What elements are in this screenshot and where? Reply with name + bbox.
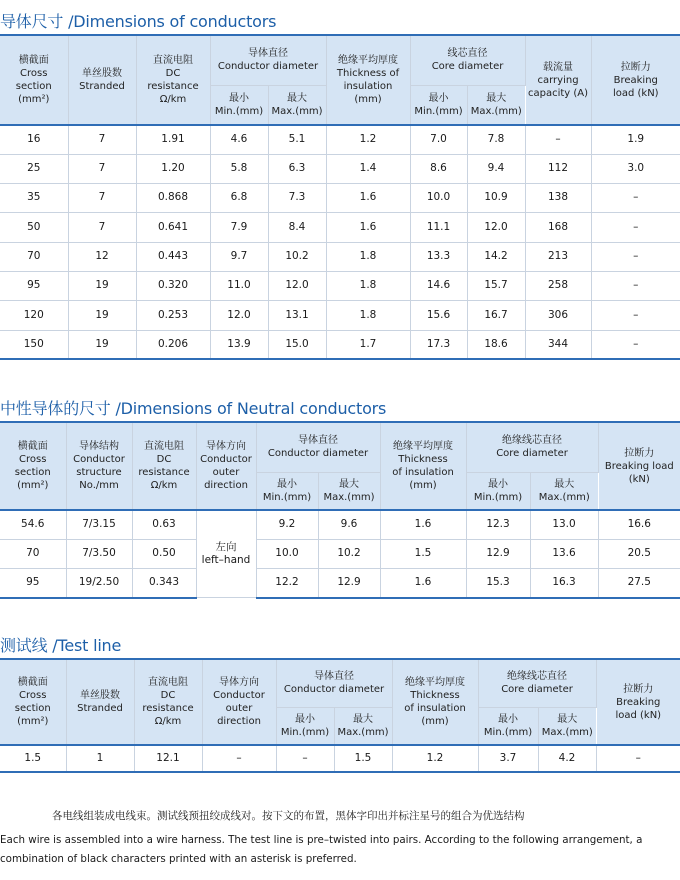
table-cell: 10.2 (268, 242, 326, 271)
table-cell: 12.9 (466, 539, 530, 568)
test-header-core-min: 最小 Min.(mm) (478, 707, 538, 745)
table-cell: 1.6 (326, 184, 410, 213)
table-cell: 15.0 (268, 330, 326, 359)
table-cell: 12 (68, 242, 136, 271)
test-header-core-max: 最大 Max.(mm) (538, 707, 596, 745)
table-cell: 12.9 (318, 569, 380, 598)
table-cell: 0.443 (136, 242, 210, 271)
table-row (0, 213, 680, 242)
table-cell: 9.4 (467, 154, 525, 183)
table-cell: 0.343 (132, 569, 196, 598)
table-cell: 1.8 (326, 271, 410, 300)
test-header-dc-resistance: 直流电阻 DC resistance Ω/km (134, 659, 202, 745)
neutral-table-body (0, 510, 680, 598)
table-cell: 0.320 (136, 271, 210, 300)
table-cell: 15.7 (467, 271, 525, 300)
table-cell: 0.63 (132, 510, 196, 539)
table-cell: 1.7 (326, 330, 410, 359)
table-cell: 1.5 (0, 745, 66, 772)
table-row (0, 539, 680, 568)
table-cell: 13.3 (410, 242, 467, 271)
header-dc-resistance: 直流电阻 DC resistance Ω/km (136, 35, 210, 125)
table-cell: 11.1 (410, 213, 467, 242)
section-title-neutral: 中性导体的尺寸 /Dimensions of Neutral conductors (0, 399, 387, 418)
table-cell: 12.0 (210, 301, 268, 330)
table-cell: 13.1 (268, 301, 326, 330)
table-cell: 7.0 (410, 125, 467, 154)
table-cell: 213 (525, 242, 591, 271)
table-cell: 50 (0, 213, 68, 242)
neutral-header-breaking-load: 拉断力 Breaking load (kN) (598, 422, 680, 510)
table-cell: 5.8 (210, 154, 268, 183)
conductors-table (0, 34, 680, 360)
table-cell: 1.8 (326, 242, 410, 271)
neutral-header-insulation-thickness: 绝缘平均厚度 Thickness of insulation (mm) (380, 422, 466, 510)
table-cell: 7/3.15 (66, 510, 132, 539)
table-cell: 14.2 (467, 242, 525, 271)
neutral-header-core-max: 最大 Max.(mm) (530, 472, 598, 510)
table-cell: 7.8 (467, 125, 525, 154)
table-cell: 1.4 (326, 154, 410, 183)
test-header-direction: 导体方向 Conductor outer direction (202, 659, 276, 745)
table-cell: – (202, 745, 276, 772)
test-header-cd-max: 最大 Max.(mm) (334, 707, 392, 745)
table-cell: 7/3.50 (66, 539, 132, 568)
table-cell: – (591, 301, 680, 330)
table-cell: 25 (0, 154, 68, 183)
table-cell: 306 (525, 301, 591, 330)
test-line-table (0, 658, 680, 773)
table-cell: 19/2.50 (66, 569, 132, 598)
table-cell: 10.2 (318, 539, 380, 568)
neutral-header-dc-resistance: 直流电阻 DC resistance Ω/km (132, 422, 196, 510)
table-cell: 1.20 (136, 154, 210, 183)
table-cell: – (591, 330, 680, 359)
table-cell: 1.2 (326, 125, 410, 154)
test-line-table-body (0, 745, 680, 772)
note-chinese: 各电线组装成电线束。测试线预扭绞成线对。按下文的布置，黑体字印出并标注星号的组合为优选结构 (52, 810, 525, 822)
section-title-test-line: 测试线 /Test line (0, 636, 122, 655)
table-cell: 13.6 (530, 539, 598, 568)
table-cell: 19 (68, 301, 136, 330)
table-cell: 7 (68, 213, 136, 242)
table-cell: 0.868 (136, 184, 210, 213)
table-cell: 120 (0, 301, 68, 330)
table-row (0, 271, 680, 300)
table-cell: 12.1 (134, 745, 202, 772)
table-cell: 1.5 (334, 745, 392, 772)
table-cell: 95 (0, 271, 68, 300)
table-cell: 70 (0, 242, 68, 271)
table-cell: 19 (68, 330, 136, 359)
neutral-header-conductor-diameter: 导体直径 Conductor diameter (256, 422, 380, 472)
table-cell: 12.0 (467, 213, 525, 242)
table-cell: 12.2 (256, 569, 318, 598)
table-cell: 3.0 (591, 154, 680, 183)
table-cell: 0.253 (136, 301, 210, 330)
table-cell: 112 (525, 154, 591, 183)
direction-en: left–hand (201, 554, 251, 567)
table-cell: 70 (0, 539, 66, 568)
table-cell: 1.8 (326, 301, 410, 330)
table-cell: 0.641 (136, 213, 210, 242)
table-cell: 95 (0, 569, 66, 598)
table-cell: 10.0 (256, 539, 318, 568)
table-row (0, 569, 680, 598)
table-cell: 16 (0, 125, 68, 154)
table-row (0, 242, 680, 271)
table-cell: – (525, 125, 591, 154)
header-carrying-capacity: 载流量 carrying capacity (A) (525, 35, 591, 125)
table-cell: 7 (68, 125, 136, 154)
table-cell: 1 (66, 745, 134, 772)
direction-cell (196, 510, 256, 598)
table-row (0, 510, 680, 539)
test-header-insulation-thickness: 绝缘平均厚度 Thickness of insulation (mm) (392, 659, 478, 745)
header-insulation-thickness: 绝缘平均厚度 Thickness of insulation (mm) (326, 35, 410, 125)
table-row (0, 154, 680, 183)
table-cell: 8.4 (268, 213, 326, 242)
header-cd-min: 最小 Min.(mm) (210, 85, 268, 125)
note-english-line-2: combination of black characters printed with an asterisk is preferred. (0, 853, 357, 865)
table-cell: 9.2 (256, 510, 318, 539)
table-cell: 4.6 (210, 125, 268, 154)
table-cell: 1.6 (380, 510, 466, 539)
table-cell: 16.7 (467, 301, 525, 330)
test-header-conductor-diameter: 导体直径 Conductor diameter (276, 659, 392, 707)
table-cell: 15.6 (410, 301, 467, 330)
table-cell: 6.8 (210, 184, 268, 213)
note-english-line-1: Each wire is assembled into a wire harness. The test line is pre–twisted into pairs. According to the following arrangement, a (0, 834, 643, 846)
header-cross-section: 横截面 Cross section (mm²) (0, 35, 68, 125)
table-cell: 9.6 (318, 510, 380, 539)
table-cell: 344 (525, 330, 591, 359)
table-row (0, 184, 680, 213)
test-header-core-diameter: 绝缘线芯直径 Core diameter (478, 659, 596, 707)
table-cell: 14.6 (410, 271, 467, 300)
table-cell: 6.3 (268, 154, 326, 183)
table-cell: 150 (0, 330, 68, 359)
table-cell: 17.3 (410, 330, 467, 359)
header-breaking-load: 拉断力 Breaking load (kN) (591, 35, 680, 125)
table-cell: 1.6 (380, 569, 466, 598)
table-cell: 138 (525, 184, 591, 213)
table-cell: 258 (525, 271, 591, 300)
direction-zh: 左向 (215, 540, 237, 553)
table-cell: 4.2 (538, 745, 596, 772)
table-cell: 11.0 (210, 271, 268, 300)
table-cell: 20.5 (598, 539, 680, 568)
test-header-breaking-load: 拉断力 Breaking load (kN) (596, 659, 680, 745)
table-cell: 19 (68, 271, 136, 300)
neutral-header-cd-min: 最小 Min.(mm) (256, 472, 318, 510)
neutral-table (0, 421, 680, 599)
neutral-header-direction: 导体方向 Conductor outer direction (196, 422, 256, 510)
table-cell: – (591, 184, 680, 213)
header-core-diameter: 线芯直径 Core diameter (410, 35, 525, 85)
table-cell: 54.6 (0, 510, 66, 539)
table-cell: 3.7 (478, 745, 538, 772)
table-row (0, 330, 680, 359)
table-cell: 8.6 (410, 154, 467, 183)
table-cell: 10.9 (467, 184, 525, 213)
table-cell: – (596, 745, 680, 772)
header-cd-max: 最大 Max.(mm) (268, 85, 326, 125)
table-cell: 35 (0, 184, 68, 213)
table-cell: 1.5 (380, 539, 466, 568)
table-cell: 16.6 (598, 510, 680, 539)
table-cell: 16.3 (530, 569, 598, 598)
neutral-header-core-min: 最小 Min.(mm) (466, 472, 530, 510)
table-cell: 18.6 (467, 330, 525, 359)
header-core-max: 最大 Max.(mm) (467, 85, 525, 125)
table-cell: 12.0 (268, 271, 326, 300)
table-cell: 7.3 (268, 184, 326, 213)
table-cell: 5.1 (268, 125, 326, 154)
neutral-header-core-diameter: 绝缘线芯直径 Core diameter (466, 422, 598, 472)
header-stranded: 单丝股数 Stranded (68, 35, 136, 125)
neutral-header-cd-max: 最大 Max.(mm) (318, 472, 380, 510)
header-core-min: 最小 Min.(mm) (410, 85, 467, 125)
test-header-cd-min: 最小 Min.(mm) (276, 707, 334, 745)
table-cell: 1.6 (326, 213, 410, 242)
header-conductor-diameter: 导体直径 Conductor diameter (210, 35, 326, 85)
neutral-header-cross-section: 横截面 Cross section (mm²) (0, 422, 66, 510)
table-cell: 7 (68, 154, 136, 183)
table-cell: – (591, 271, 680, 300)
table-cell: 15.3 (466, 569, 530, 598)
table-cell: 1.2 (392, 745, 478, 772)
table-cell: – (591, 213, 680, 242)
test-header-cross-section: 横截面 Cross section (mm²) (0, 659, 66, 745)
table-cell: – (276, 745, 334, 772)
test-header-stranded: 单丝股数 Stranded (66, 659, 134, 745)
neutral-header-structure: 导体结构 Conductor structure No./mm (66, 422, 132, 510)
section-title-conductors: 导体尺寸 /Dimensions of conductors (0, 12, 277, 31)
table-cell: 9.7 (210, 242, 268, 271)
table-cell: 10.0 (410, 184, 467, 213)
table-cell: 1.9 (591, 125, 680, 154)
table-row (0, 125, 680, 154)
table-cell: 13.9 (210, 330, 268, 359)
table-cell: 27.5 (598, 569, 680, 598)
table-cell: 7 (68, 184, 136, 213)
table-row (0, 745, 680, 772)
table-cell: 1.91 (136, 125, 210, 154)
table-cell: 13.0 (530, 510, 598, 539)
table-row (0, 301, 680, 330)
table-cell: 0.50 (132, 539, 196, 568)
table-cell: 168 (525, 213, 591, 242)
table-cell: – (591, 242, 680, 271)
table-cell: 0.206 (136, 330, 210, 359)
conductors-table-body (0, 125, 680, 359)
table-cell: 12.3 (466, 510, 530, 539)
table-cell: 7.9 (210, 213, 268, 242)
